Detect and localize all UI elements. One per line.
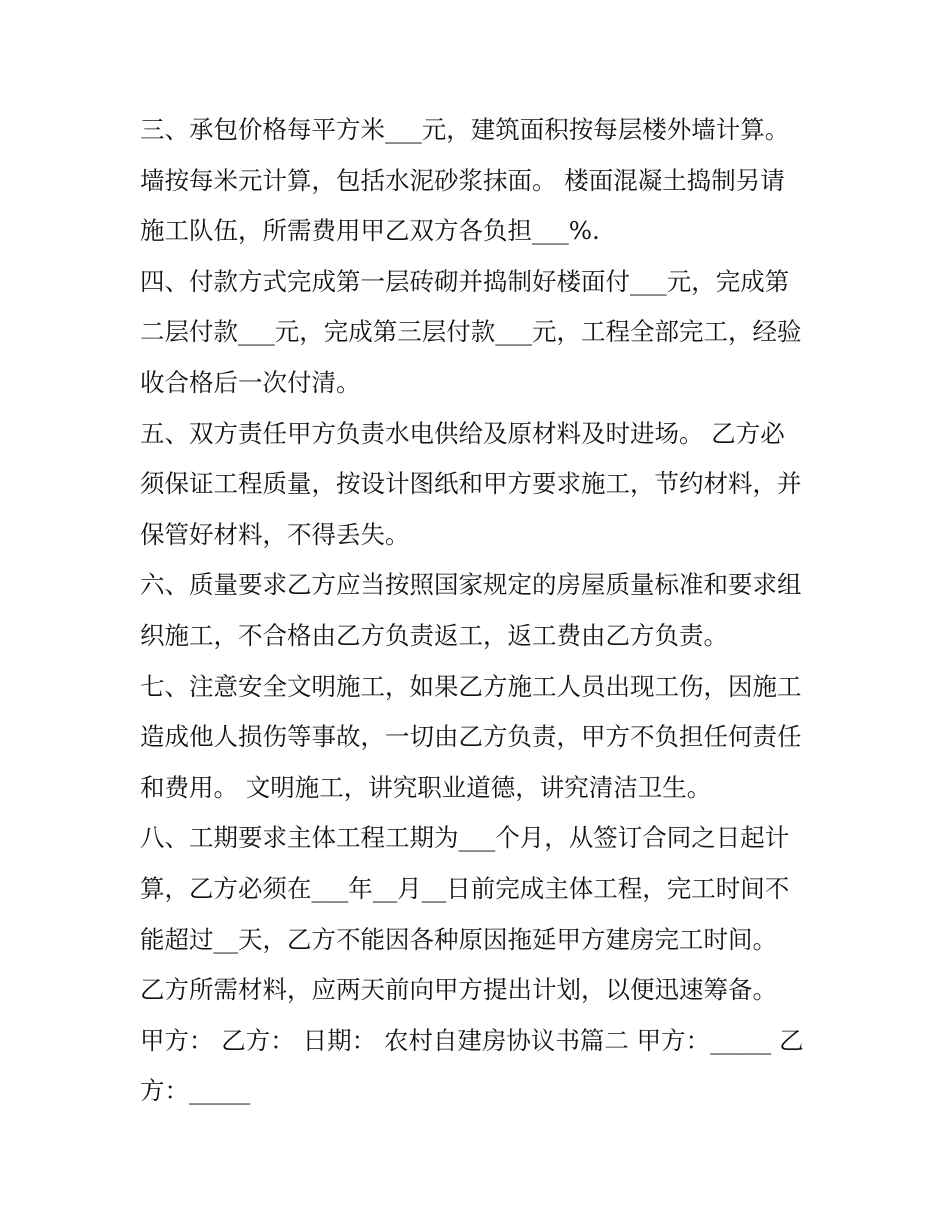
text-line-20: 方：_____ (140, 1076, 251, 1106)
text-line-15: 八、工期要求主体工程工期为___个月，从签订合同之日起计 (140, 823, 790, 853)
text-line-16: 算，乙方必须在___年__月__日前完成主体工程，完工时间不 (140, 873, 790, 903)
text-line-14: 和费用。 文明施工，讲究职业道德，讲究清洁卫生。 (140, 772, 712, 802)
text-line-18: 乙方所需材料，应两天前向甲方提出计划，以便迅速筹备。 (140, 975, 777, 1005)
text-line-17: 能超过__天，乙方不能因各种原因拖延甲方建房完工时间。 (140, 924, 777, 954)
text-line-12: 七、注意安全文明施工，如果乙方施工人员出现工伤，因施工 (140, 671, 802, 701)
text-line-9: 保管好材料，不得丢失。 (140, 519, 410, 549)
text-line-19: 甲方： 乙方： 日期： 农村自建房协议书篇二 甲方：_____ 乙 (140, 1025, 804, 1055)
text-line-11: 织施工，不合格由乙方负责返工，返工费由乙方负责。 (140, 620, 728, 650)
text-line-8: 须保证工程质量，按设计图纸和甲方要求施工，节约材料，并 (140, 469, 802, 499)
text-line-1: 三、承包价格每平方米___元，建筑面积按每层楼外墙计算。 (140, 115, 790, 144)
text-line-13: 造成他人损伤等事故，一切由乙方负责，甲方不负担任何责任 (140, 722, 802, 752)
document-body (140, 105, 820, 1117)
text-line-6: 收合格后一次付清。 (140, 367, 361, 397)
text-line-2: 墙按每米元计算，包括水泥砂浆抹面。 楼面混凝土捣制另请 (140, 165, 785, 195)
text-line-7: 五、双方责任甲方负责水电供给及原材料及时进场。 乙方必 (140, 418, 785, 448)
text-line-4: 四、付款方式完成第一层砖砌并捣制好楼面付___元，完成第 (140, 266, 790, 296)
text-line-5: 二层付款___元，完成第三层付款___元，工程全部完工，经验 (140, 317, 802, 347)
text-line-3: 施工队伍，所需费用甲乙双方各负担___%. (140, 216, 600, 246)
text-line-10: 六、质量要求乙方应当按照国家规定的房屋质量标准和要求组 (140, 570, 802, 600)
